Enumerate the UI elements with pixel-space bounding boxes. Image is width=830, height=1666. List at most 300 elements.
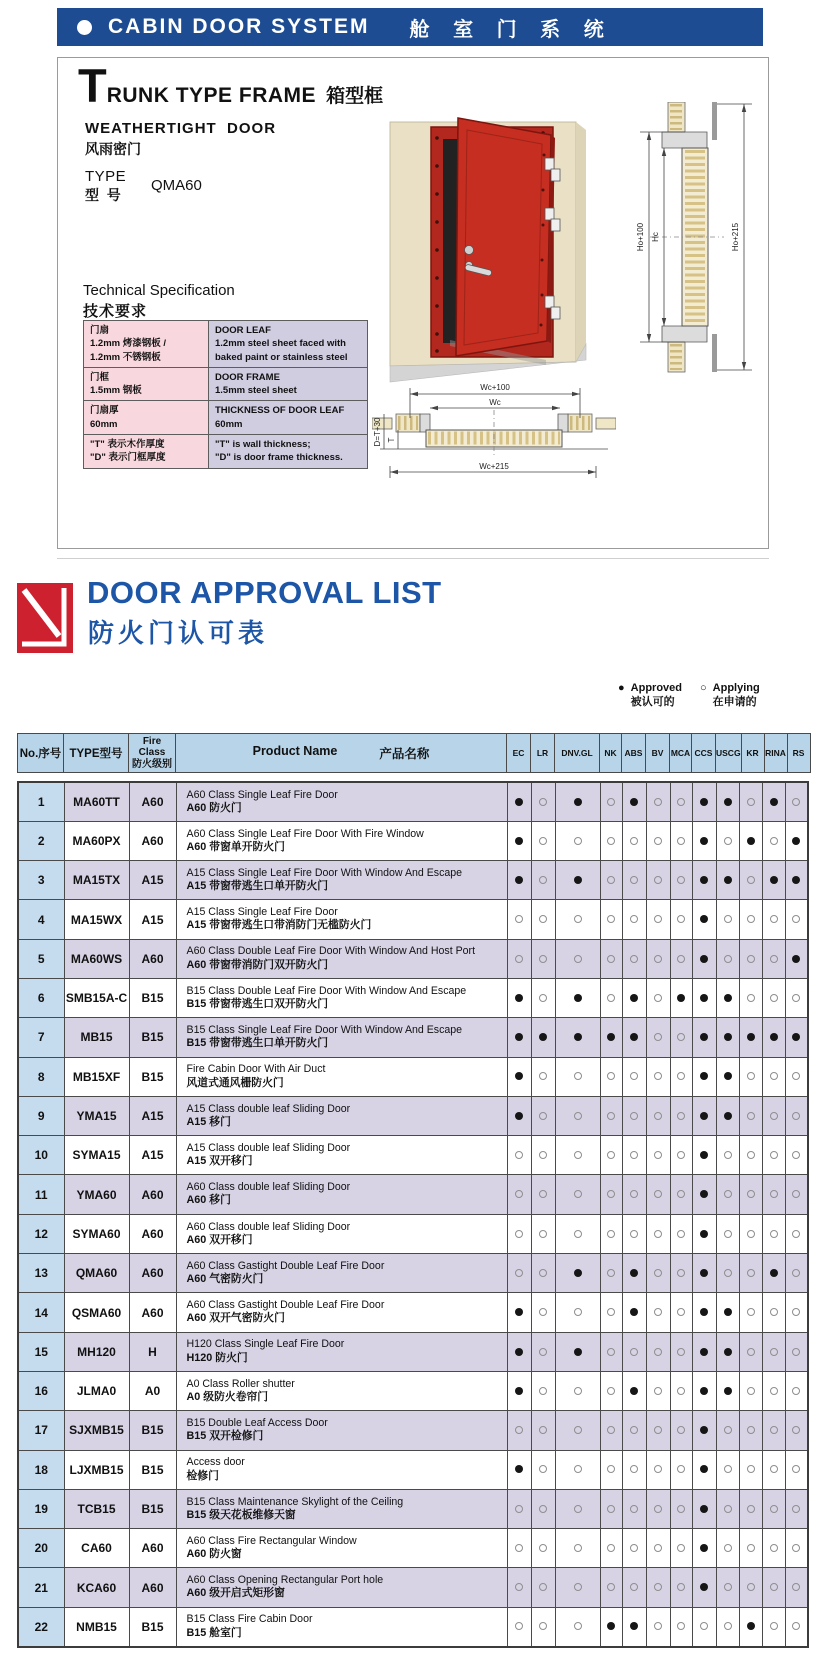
type-value: QMA60: [151, 177, 202, 194]
applying-dot: [574, 1426, 582, 1434]
approval-mark-cell: [555, 1450, 600, 1489]
product-name-en: Fire Cabin Door With Air Duct: [186, 1063, 326, 1076]
approved-dot: [515, 1387, 523, 1395]
approval-mark-cell: [716, 900, 739, 939]
approval-mark-cell: [762, 1254, 785, 1293]
applying-dot: [539, 955, 547, 963]
applying-dot: [724, 1230, 732, 1238]
approval-title-en: DOOR APPROVAL LIST: [87, 575, 442, 610]
approved-dot: [700, 1348, 708, 1356]
applying-dot: [607, 1151, 615, 1159]
product-name: [176, 1489, 507, 1528]
product-name: [176, 1254, 507, 1293]
type-label-en: TYPE: [85, 168, 127, 185]
approval-mark-cell: [716, 978, 739, 1017]
applying-dot: [677, 1230, 685, 1238]
approval-mark-cell: [507, 900, 531, 939]
approval-mark-cell: [670, 1607, 692, 1646]
table-row: [18, 1450, 808, 1489]
approval-mark-cell: [622, 939, 646, 978]
legend-applying-en: Applying: [712, 682, 760, 694]
row-number: 15: [18, 1332, 64, 1371]
approval-mark-cell: [555, 1371, 600, 1410]
approval-mark-cell: [670, 1489, 692, 1528]
applying-dot: [770, 1190, 778, 1198]
approved-dot: [515, 1465, 523, 1473]
applying-dot: [574, 1505, 582, 1513]
applying-dot: [539, 1348, 547, 1356]
applying-dot: [654, 1583, 662, 1591]
product-name: [176, 1568, 507, 1607]
approval-mark-cell: [670, 1529, 692, 1568]
applying-dot: [630, 1190, 638, 1198]
spec-row: [84, 321, 368, 368]
product-name-cn: 风道式通风栅防火门: [186, 1076, 284, 1089]
approved-dot: [724, 1112, 732, 1120]
applying-dot: [515, 1544, 523, 1552]
approval-mark-cell: [762, 978, 785, 1017]
approval-mark-cell: [622, 1529, 646, 1568]
dim-label-wc100: Wc+100: [480, 383, 510, 392]
approval-mark-cell: [762, 1529, 785, 1568]
row-number: 1: [18, 782, 64, 821]
approval-mark-cell: [716, 1096, 739, 1135]
approval-mark-cell: [507, 782, 531, 821]
approval-mark-cell: [555, 1096, 600, 1135]
applying-dot: [539, 798, 547, 806]
approved-dot: [630, 798, 638, 806]
row-number: 3: [18, 861, 64, 900]
applying-dot: [539, 1544, 547, 1552]
approval-mark-cell: [531, 939, 555, 978]
applying-dot: [607, 1505, 615, 1513]
approved-dot: [574, 876, 582, 884]
applying-dot: [677, 798, 685, 806]
banner-title-cn: 舱 室 门 系 统: [409, 18, 613, 41]
approval-mark-cell: [507, 1371, 531, 1410]
table-row: [18, 1136, 808, 1175]
approval-mark-cell: [622, 1371, 646, 1410]
applying-dot: [747, 1230, 755, 1238]
approval-mark-cell: [785, 1607, 808, 1646]
approval-mark-cell: [692, 1371, 716, 1410]
approval-mark-cell: [785, 1057, 808, 1096]
col-header-agency: NK: [600, 734, 622, 773]
applying-dot: [574, 837, 582, 845]
applying-dot: [792, 1622, 800, 1630]
approval-mark-cell: [716, 1607, 739, 1646]
row-number: 12: [18, 1214, 64, 1253]
approved-dot: [515, 876, 523, 884]
approval-mark-cell: [739, 1450, 762, 1489]
approval-mark-cell: [507, 1450, 531, 1489]
approval-body: [18, 782, 808, 1647]
approval-mark-cell: [716, 1332, 739, 1371]
product-name-header-en: Product Name: [252, 744, 338, 758]
applying-dot: [607, 1348, 615, 1356]
applying-dot: [747, 955, 755, 963]
applying-dot: [515, 1230, 523, 1238]
applying-dot: [770, 1426, 778, 1434]
fire-class: A60: [129, 821, 176, 860]
approval-mark-cell: [600, 1332, 622, 1371]
approval-mark-cell: [555, 900, 600, 939]
approval-mark-cell: [762, 1371, 785, 1410]
approved-dot: [574, 798, 582, 806]
approval-mark-cell: [531, 1096, 555, 1135]
approval-mark-cell: [622, 900, 646, 939]
approval-mark-cell: [739, 1489, 762, 1528]
approval-mark-cell: [762, 1568, 785, 1607]
frame-head: [662, 132, 707, 148]
legend-applying-cn: 在申请的: [712, 696, 757, 709]
approval-mark-cell: [531, 1254, 555, 1293]
approval-mark-cell: [716, 939, 739, 978]
approval-mark-cell: [762, 900, 785, 939]
approval-mark-cell: [555, 1529, 600, 1568]
applying-dot: [792, 1308, 800, 1316]
type-code: MA60WS: [64, 939, 129, 978]
applying-dot: [770, 1622, 778, 1630]
applying-dot: [677, 1151, 685, 1159]
table-row: [18, 1214, 808, 1253]
legend-applying: [700, 681, 760, 710]
approval-mark-cell: [555, 782, 600, 821]
fire-class: B15: [129, 1489, 176, 1528]
approved-dot: [700, 1465, 708, 1473]
applying-dot: [792, 1465, 800, 1473]
product-name-en: A60 Class double leaf Sliding Door: [186, 1220, 351, 1233]
applying-dot: [770, 994, 778, 1002]
approval-mark-cell: [600, 1371, 622, 1410]
applying-dot: [747, 798, 755, 806]
approved-dot: [700, 1190, 708, 1198]
approval-mark-cell: [646, 1214, 670, 1253]
table-row: [18, 1175, 808, 1214]
applying-dot: [574, 1387, 582, 1395]
approved-dot: [515, 837, 523, 845]
approval-mark-cell: [646, 1450, 670, 1489]
applying-dot: [677, 1190, 685, 1198]
row-number: 7: [18, 1018, 64, 1057]
applying-dot: [539, 1190, 547, 1198]
product-name-cn: A60 防火窗: [186, 1548, 242, 1561]
spec-cell-en: DOOR LEAF 1.2mm steel sheet faced with baked paint or stainless steel: [209, 321, 368, 368]
approved-dot: [700, 1230, 708, 1238]
fire-class: B15: [129, 1411, 176, 1450]
applying-dot: [654, 1151, 662, 1159]
approval-mark-cell: [739, 1018, 762, 1057]
applying-dot: [607, 955, 615, 963]
approval-mark-cell: [555, 1568, 600, 1607]
approval-mark-cell: [785, 782, 808, 821]
approval-mark-cell: [600, 1136, 622, 1175]
fire-class: A15: [129, 1136, 176, 1175]
approval-mark-cell: [622, 1057, 646, 1096]
approval-mark-cell: [600, 861, 622, 900]
approval-mark-cell: [785, 1096, 808, 1135]
applying-dot: [607, 1465, 615, 1473]
applying-dot: [539, 1230, 547, 1238]
row-number: 21: [18, 1568, 64, 1607]
approval-mark-cell: [646, 978, 670, 1017]
type-block: [85, 168, 225, 208]
approval-mark-cell: [670, 1568, 692, 1607]
approval-mark-cell: [739, 1254, 762, 1293]
approval-mark-cell: [531, 900, 555, 939]
approval-mark-cell: [555, 861, 600, 900]
product-name-en: A60 Class Gastight Double Leaf Fire Door: [186, 1299, 385, 1312]
approval-mark-cell: [600, 978, 622, 1017]
approved-dot: [607, 1622, 615, 1630]
approval-mark-cell: [507, 1293, 531, 1332]
approved-dot: [574, 994, 582, 1002]
applying-dot: [539, 1583, 547, 1591]
fire-class: A0: [129, 1371, 176, 1410]
legend-approved-cn: 被认可的: [630, 696, 675, 709]
fire-class: A60: [129, 1175, 176, 1214]
applying-dot: [677, 1544, 685, 1552]
approval-mark-cell: [670, 900, 692, 939]
approval-mark-cell: [716, 1214, 739, 1253]
approved-dot: [700, 1269, 708, 1277]
product-name: [176, 1057, 507, 1096]
product-name: [176, 1175, 507, 1214]
product-name-cn: A15 移门: [186, 1115, 231, 1128]
applying-dot: [747, 1583, 755, 1591]
applying-dot: [792, 798, 800, 806]
approved-dot: [630, 1387, 638, 1395]
applying-dot: [747, 1308, 755, 1316]
product-name-header-cn: 产品名称: [379, 747, 430, 761]
approval-mark-cell: [692, 1175, 716, 1214]
approval-mark-cell: [507, 1411, 531, 1450]
applying-dot: [574, 1151, 582, 1159]
applying-dot: [770, 1544, 778, 1552]
dim-label-wc215: Wc+215: [479, 462, 509, 471]
approval-mark-cell: [762, 1136, 785, 1175]
table-row: [18, 1096, 808, 1135]
type-code: SMB15A-C: [64, 978, 129, 1017]
bulkhead-top: [712, 102, 717, 140]
product-name-cn: B15 双开检修门: [186, 1430, 264, 1443]
col-header-agency: RINA: [764, 734, 787, 773]
fire-class: A60: [129, 1529, 176, 1568]
product-name: [176, 1529, 507, 1568]
applying-dot: [574, 1308, 582, 1316]
applying-dot: [574, 1583, 582, 1591]
applying-dot: [607, 837, 615, 845]
frame-jamb-left: [420, 414, 430, 432]
approval-mark-cell: [531, 1489, 555, 1528]
product-name-cn: A60 带窗单开防火门: [186, 840, 285, 853]
applying-dot: [747, 1348, 755, 1356]
approved-dot: [700, 1033, 708, 1041]
type-code: LJXMB15: [64, 1450, 129, 1489]
approval-mark-cell: [531, 1450, 555, 1489]
approval-mark-cell: [600, 782, 622, 821]
approval-mark-cell: [739, 1332, 762, 1371]
approved-dot: [515, 1308, 523, 1316]
fire-class: B15: [129, 1450, 176, 1489]
approval-mark-cell: [692, 1529, 716, 1568]
table-row: [18, 1293, 808, 1332]
approval-mark-cell: [622, 1136, 646, 1175]
approved-dot: [770, 1269, 778, 1277]
approved-dot: [515, 994, 523, 1002]
applying-dot: [539, 994, 547, 1002]
approval-mark-cell: [785, 1568, 808, 1607]
approval-mark-cell: [507, 1568, 531, 1607]
approval-mark-cell: [670, 939, 692, 978]
applying-dot: [630, 1465, 638, 1473]
approval-mark-cell: [692, 1136, 716, 1175]
approval-mark-cell: [716, 1018, 739, 1057]
product-name: [176, 1332, 507, 1371]
approval-mark-cell: [531, 1293, 555, 1332]
applying-dot: [607, 1190, 615, 1198]
approval-mark-cell: [600, 1529, 622, 1568]
applying-dot: [515, 1190, 523, 1198]
product-name-en: H120 Class Single Leaf Fire Door: [186, 1338, 345, 1351]
approval-mark-cell: [646, 1254, 670, 1293]
product-name: [176, 1214, 507, 1253]
applying-dot: [770, 1072, 778, 1080]
approval-mark-cell: [531, 1411, 555, 1450]
approved-dot: [724, 876, 732, 884]
spec-cell-cn: 门扇 1.2mm 烤漆钢板 / 1.2mm 不锈钢板: [84, 321, 209, 368]
applying-dot: [607, 1072, 615, 1080]
fire-class: A60: [129, 1568, 176, 1607]
dim-label-hc: Hc: [651, 232, 660, 242]
spec-cell-en: THICKNESS OF DOOR LEAF 60mm: [209, 401, 368, 435]
row-number: 22: [18, 1607, 64, 1646]
approval-mark-cell: [646, 1096, 670, 1135]
approval-mark-cell: [670, 1332, 692, 1371]
approval-mark-cell: [646, 861, 670, 900]
approval-mark-cell: [622, 821, 646, 860]
product-name-en: B15 Double Leaf Access Door: [186, 1417, 328, 1430]
approved-dot: [515, 1112, 523, 1120]
applying-dot: [724, 1622, 732, 1630]
type-code: MA15TX: [64, 861, 129, 900]
approval-mark-cell: [600, 1450, 622, 1489]
applying-dot: [630, 1544, 638, 1552]
approval-mark-cell: [600, 1489, 622, 1528]
approval-mark-cell: [646, 782, 670, 821]
approval-mark-cell: [507, 1254, 531, 1293]
row-number: 9: [18, 1096, 64, 1135]
applying-dot: [539, 1622, 547, 1630]
applying-dot: [677, 955, 685, 963]
applying-dot: [607, 1269, 615, 1277]
approval-mark-cell: [692, 1489, 716, 1528]
applying-dot: [574, 1622, 582, 1630]
table-row: [18, 1529, 808, 1568]
approval-mark-cell: [739, 782, 762, 821]
approval-mark-cell: [785, 1529, 808, 1568]
bulkhead-bottom: [712, 334, 717, 372]
product-name-cn: A60 双开移门: [186, 1233, 253, 1246]
approval-mark-cell: [716, 1489, 739, 1528]
approval-mark-cell: [555, 821, 600, 860]
applying-dot: [607, 798, 615, 806]
approval-mark-cell: [622, 1607, 646, 1646]
approval-mark-cell: [507, 1332, 531, 1371]
approval-mark-cell: [646, 821, 670, 860]
col-header-product-name: [176, 734, 507, 773]
applying-dot: [747, 1112, 755, 1120]
applying-dot: [654, 1230, 662, 1238]
spec-cell-cn: "T" 表示木作厚度 "D" 表示门框厚度: [84, 435, 209, 469]
col-header-agency: KR: [741, 734, 764, 773]
approval-mark-cell: [622, 1450, 646, 1489]
applying-dot: [724, 1269, 732, 1277]
approval-mark-cell: [692, 1450, 716, 1489]
fire-class: B15: [129, 978, 176, 1017]
approval-mark-cell: [600, 1018, 622, 1057]
applying-dot: [539, 1465, 547, 1473]
applying-dot: [539, 1308, 547, 1316]
product-name-cn: 检修门: [186, 1469, 219, 1482]
approval-mark-cell: [646, 1371, 670, 1410]
applying-dot: [630, 1072, 638, 1080]
product-name: [176, 861, 507, 900]
approval-mark-cell: [785, 1332, 808, 1371]
product-name: [176, 1096, 507, 1135]
type-code: TCB15: [64, 1489, 129, 1528]
approval-mark-cell: [762, 1175, 785, 1214]
applying-dot: [630, 876, 638, 884]
approval-mark-cell: [716, 782, 739, 821]
applying-dot: [654, 1387, 662, 1395]
applying-dot: [792, 994, 800, 1002]
applying-dot: [607, 915, 615, 923]
approval-header-table: [17, 733, 811, 773]
approval-mark-cell: [531, 821, 555, 860]
applying-dot: [770, 1465, 778, 1473]
approval-mark-cell: [531, 1175, 555, 1214]
approval-mark-cell: [555, 1175, 600, 1214]
approved-dot: [574, 1348, 582, 1356]
approval-mark-cell: [762, 1018, 785, 1057]
approval-mark-cell: [762, 1450, 785, 1489]
approval-mark-cell: [531, 782, 555, 821]
approval-mark-cell: [622, 861, 646, 900]
table-row: [18, 1489, 808, 1528]
approval-mark-cell: [531, 1529, 555, 1568]
fire-class: A60: [129, 1293, 176, 1332]
approval-mark-cell: [646, 1293, 670, 1332]
applying-dot: [747, 1387, 755, 1395]
product-name-en: A60 Class Fire Rectangular Window: [186, 1534, 357, 1547]
row-number: 14: [18, 1293, 64, 1332]
approval-mark-cell: [622, 1411, 646, 1450]
table-row: [18, 939, 808, 978]
product-name-en: B15 Class Double Leaf Fire Door With Window And Escape: [186, 984, 467, 997]
approved-dot: [700, 1583, 708, 1591]
dim-label-t: T: [387, 437, 396, 443]
applying-dot: [515, 1426, 523, 1434]
horizontal-section-drawing: [372, 378, 616, 480]
fire-class: A15: [129, 900, 176, 939]
approval-mark-cell: [555, 1136, 600, 1175]
approval-mark-cell: [762, 1096, 785, 1135]
approved-dot: [770, 876, 778, 884]
approval-mark-cell: [531, 1214, 555, 1253]
product-name-cn: A60 级开启式矩形窗: [186, 1587, 285, 1600]
approved-dot: [700, 1112, 708, 1120]
